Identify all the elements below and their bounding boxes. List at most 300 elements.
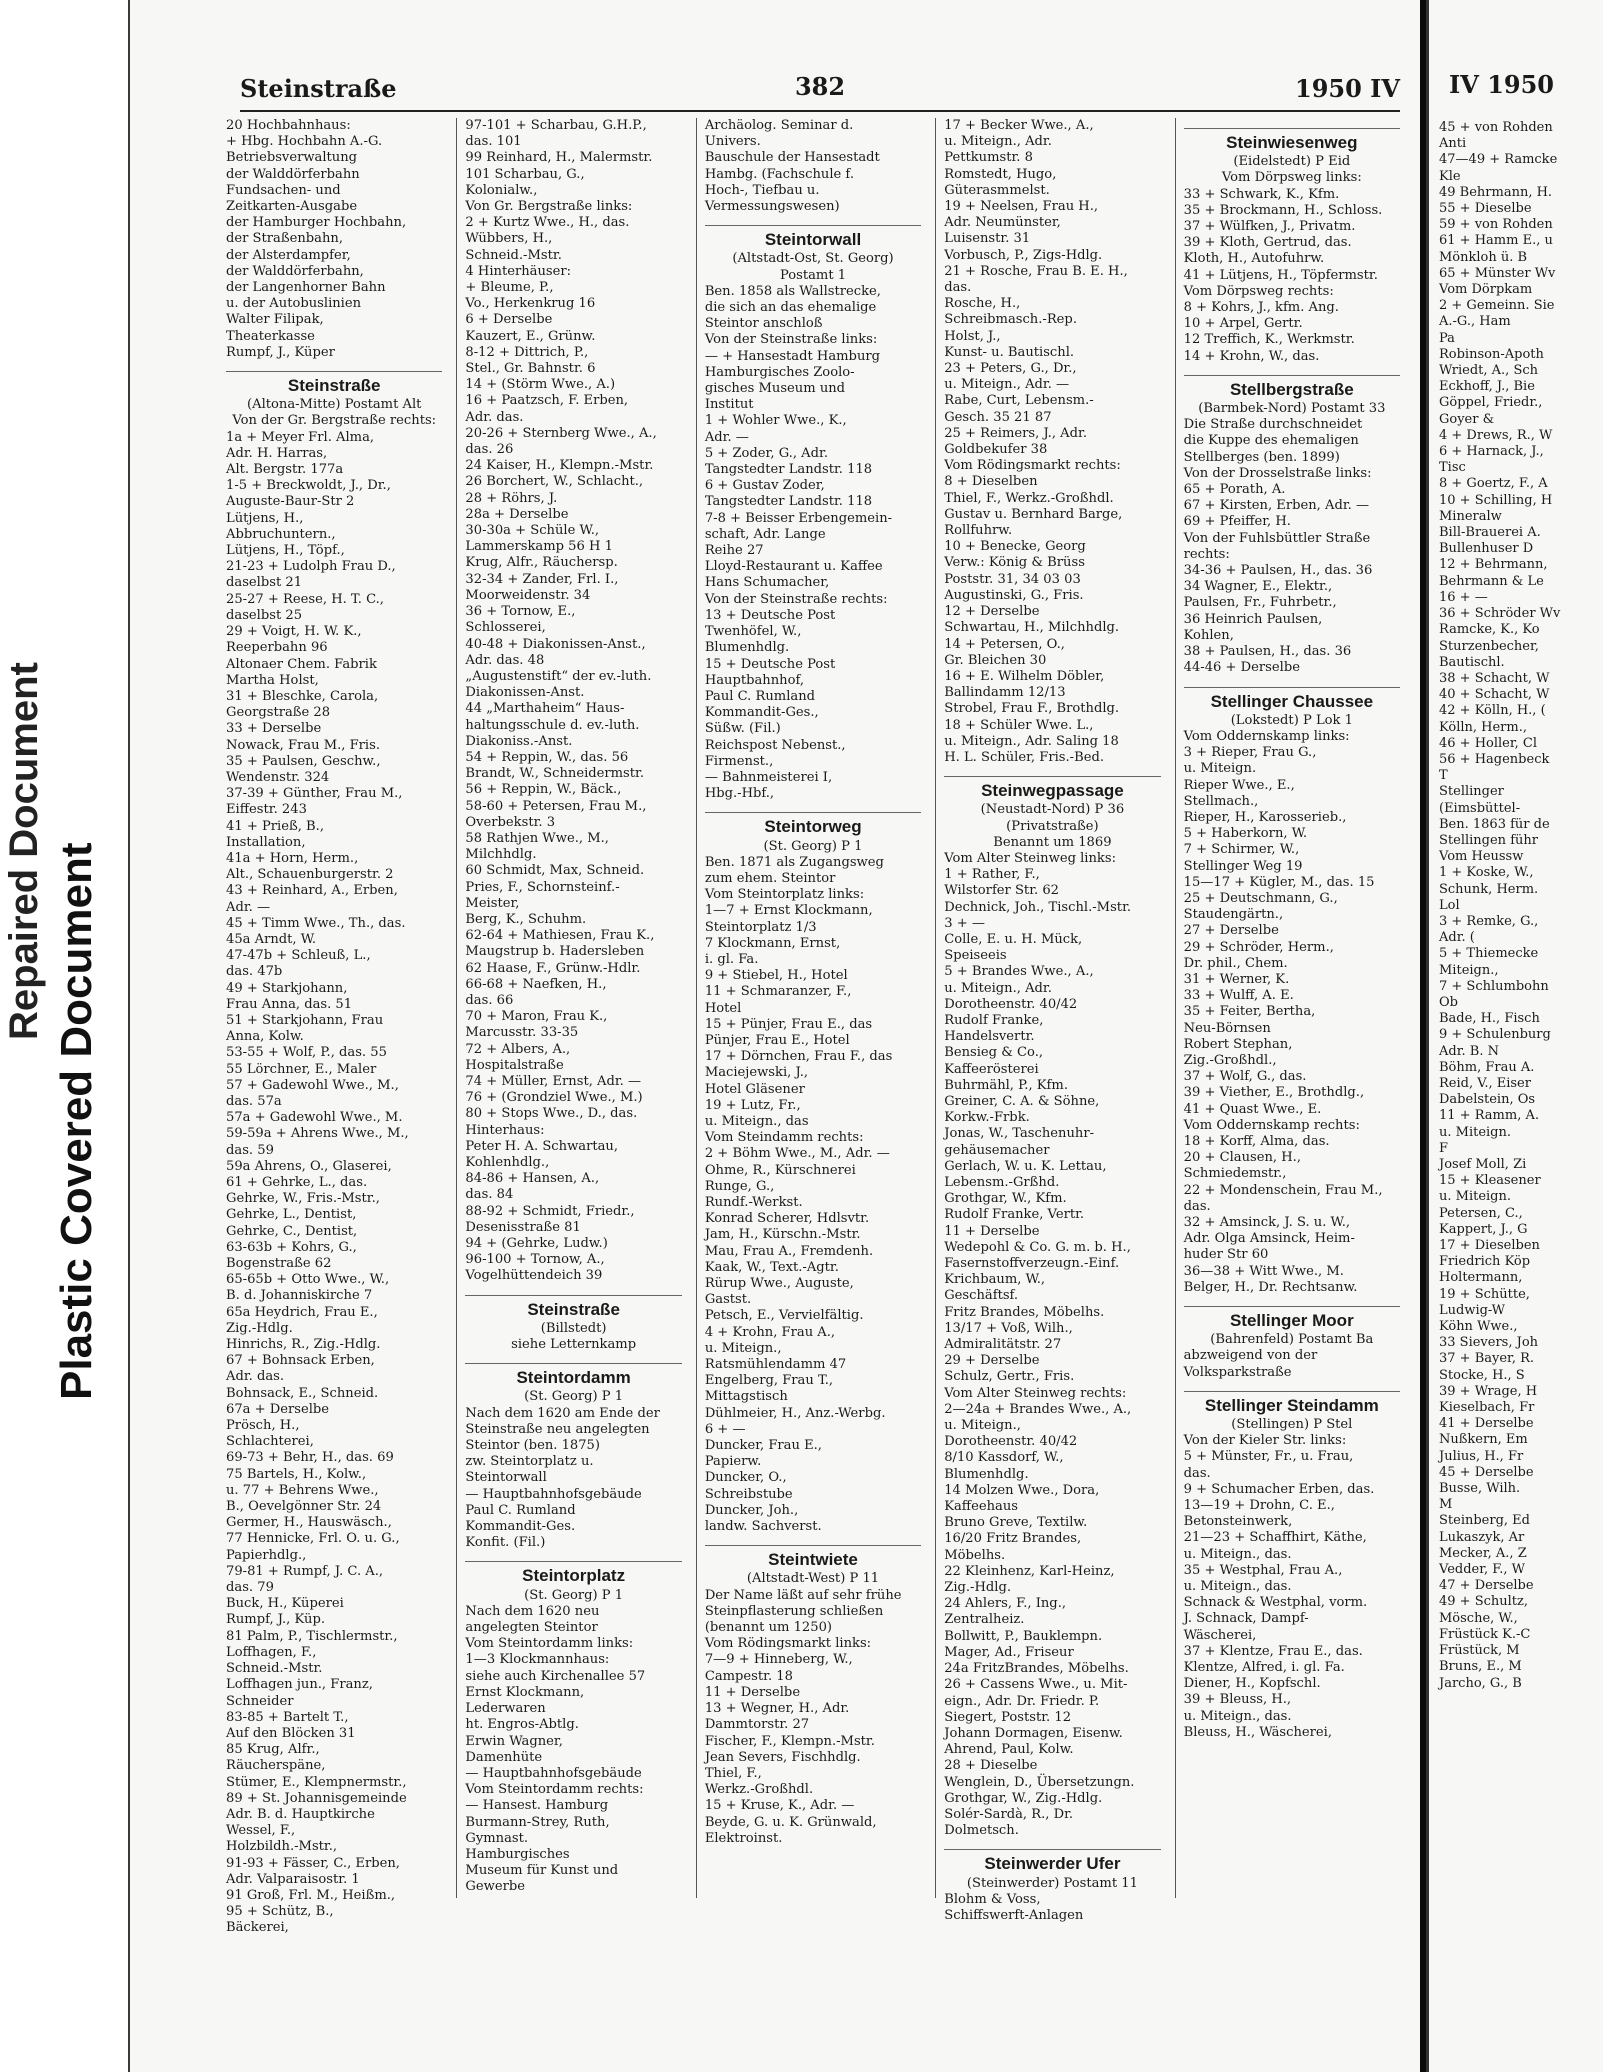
entry-line: Theaterkasse [226,328,315,344]
entry-line: Schneid.-Mstr. [465,247,562,263]
entry-line: Strobel, Frau F., Brothdlg. [944,701,1120,717]
entry-line: Lütjens, H., Töpf., [226,543,345,559]
entry-line: 80 + Stops Wwe., D., das. [465,1106,638,1122]
right-page-line: 47—49 + Ramcke [1439,152,1558,168]
entry-line: Dechnick, Joh., Tischl.-Mstr. [944,899,1132,915]
entry-line: das. [1183,1465,1211,1481]
entry-line: 18 + Korff, Alma, das. [1183,1133,1330,1149]
street-heading: Steintorplatz [465,1561,681,1584]
entry-line: u. Miteign., Adr. Saling 18 [944,733,1119,749]
column-3 [696,118,921,1898]
street-meta: siehe Letternkamp [511,1337,637,1353]
entry-line: Rabe, Curt, Lebensm.- [944,393,1094,409]
entry-line: Schmiedemstr., [1183,1166,1287,1182]
entry-line: 74 + Müller, Ernst, Adr. — [465,1073,642,1089]
right-page-lines [1439,120,1609,1692]
right-page-line: M [1439,1497,1453,1513]
entry-line: Von der Steinstraße links: [704,332,878,348]
entry-line: 69-73 + Behr, H., das. 69 [226,1450,394,1466]
right-page-line: 49 Behrmann, H. [1439,184,1553,200]
entry-line: 95 + Schütz, B., [226,1904,334,1920]
entry-line: 39 + Viether, E., Brothdlg., [1183,1085,1365,1101]
entry-line: 53-55 + Wolf, P., das. 55 [226,1045,387,1061]
right-page-line: Dabelstein, Os [1439,1092,1536,1108]
right-page-line: Mönkloh ü. B [1439,249,1528,265]
right-page-line: 37 + Bayer, R. [1439,1351,1535,1367]
entry-line: Bollwitt, P., Bauklempn. [944,1628,1103,1644]
right-page-line: Behrmann & Le [1439,573,1544,589]
entry-line: Holst, J., [944,328,1001,344]
entry-line: Firmenst., [704,753,774,769]
right-page-line: Ludwig-W [1439,1302,1505,1318]
entry-line: 9 + Schumacher Erben, das. [1183,1481,1375,1497]
entry-line: u. Miteign., Adr. [944,134,1052,150]
entry-line: Lloyd-Restaurant u. Kaffee [704,559,883,575]
entry-line: gisches Museum und [704,381,846,397]
entry-line: Nach dem 1620 neu [465,1603,600,1619]
entry-line: Schneid.-Mstr. [226,1661,323,1677]
entry-line: Steintorplatz 1/3 [704,919,817,935]
right-page-header: IV 1950 [1449,70,1554,99]
entry-line: Rieper Wwe., E., [1183,777,1295,793]
entry-line: Vom Oddernskamp rechts: [1183,1117,1360,1133]
entry-line: Belger, H., Dr. Rechtsanw. [1183,1279,1358,1295]
entry-line: Konfit. (Fil.) [465,1535,546,1551]
right-page-line: Holtermann, [1439,1270,1523,1286]
right-page-line: 9 + Schulenburg [1439,1027,1551,1043]
right-page-line: 40 + Schacht, W [1439,687,1550,703]
entry-line: Georgstraße 28 [226,705,331,721]
entry-line: 5 + Zoder, G., Adr. [704,445,828,461]
page-number: 382 [794,72,846,101]
right-page-line: F [1439,1140,1449,1156]
entry-line: Beyde, G. u. K. Grünwald, [704,1814,877,1830]
entry-line: Johann Dormagen, Eisenw. [944,1725,1123,1741]
entry-line: rechts: [1183,546,1230,562]
entry-line: 18 + Schüler Wwe. L., [944,717,1094,733]
entry-line: Vermessungswesen) [704,199,840,215]
street-heading: Steintorweg [705,812,921,835]
entry-line: u. 77 + Behrens Wwe., [226,1482,379,1498]
entry-line: 26 + Cassens Wwe., u. Mit- [944,1677,1128,1693]
right-page-line: Mösche, W., [1439,1610,1518,1626]
right-page-line: Vom Dörpkam [1439,282,1533,298]
entry-line: Maciejewski, J., [704,1065,809,1081]
right-page-line: 39 + Wrage, H [1439,1383,1538,1399]
entry-line: 2—24a + Brandes Wwe., A., [944,1401,1132,1417]
entry-line: siehe auch Kirchenallee 57 [465,1668,646,1684]
entry-line: Bäckerei, [226,1920,289,1936]
entry-line: der Walddörferbahn, [226,263,364,279]
entry-line: angelegten Steintor [465,1620,598,1636]
entry-line: 20 Hochbahnhaus: [226,118,351,133]
entry-line: 10 + Benecke, Georg [944,539,1086,555]
entry-line: Rosche, H., [944,296,1021,312]
entry-line: 43 + Reinhard, A., Erben, [226,883,398,899]
entry-line: Gustav u. Bernhard Barge, [944,506,1123,522]
street-meta: (St. Georg) P 1 [763,838,863,854]
entry-line: Hambg. (Fachschule f. [704,166,854,182]
entry-line: Nowack, Frau M., Fris. [226,737,380,753]
right-page-line: Bade, H., Fisch [1439,1011,1540,1027]
right-page-line: 17 + Dieselben [1439,1238,1540,1254]
entry-line: 29 + Schröder, Herm., [1183,939,1334,955]
right-page-line: Stellinger [1439,784,1504,800]
entry-line: Speiseeis [944,948,1007,964]
entry-line: Kaak, W., Text.-Agtr. [704,1259,839,1275]
entry-line: Schwartau, H., Milchhdlg. [944,620,1120,636]
entry-line: Institut [704,397,754,413]
entry-line: 91 Groß, Frl. M., Heißm., [226,1887,396,1903]
entry-line: Twenhöfel, W., [704,624,802,640]
sidebar-label-repaired: Repaired Document [2,662,46,1040]
entry-line: Wilstorfer Str. 62 [944,883,1059,899]
entry-line: Zentralheiz. [944,1612,1025,1628]
entry-line: Vo., Herkenkrug 16 [465,296,596,312]
entry-line: Zig.-Hdlg. [226,1320,293,1336]
entry-line: Stümer, E., Klempnermstr., [226,1774,407,1790]
right-page-line: 61 + Hamm E., u [1439,233,1553,249]
entry-line: 44 „Marthaheim“ Haus- [465,701,625,717]
entry-line: 34 Wagner, E., Elektr., [1183,579,1333,595]
right-page-line: Julius, H., Fr [1439,1448,1524,1464]
entry-line: Vom Steintorplatz links: [704,887,865,903]
entry-line: 13/17 + Voß, Wilh., [944,1320,1073,1336]
entry-line: — + Hansestadt Hamburg [704,348,881,364]
entry-line: Adr. H. Harras, [226,445,328,461]
entry-line: Neu-Börnsen [1183,1020,1271,1036]
entry-line: 39 + Kloth, Gertrud, das. [1183,235,1352,251]
entry-line: 33 + Derselbe [226,721,322,737]
directory-page [130,0,1422,2072]
entry-line: Süßw. (Fil.) [704,721,781,737]
right-page-line: Bautischl. [1439,654,1505,670]
entry-line: Hinterhaus: [465,1122,545,1138]
entry-line: Paulsen, Fr., Fuhrbetr., [1183,595,1337,611]
entry-line: 13 + Wegner, H., Adr. [704,1701,850,1717]
entry-line: 1a + Meyer Frl. Alma, [226,429,375,445]
entry-line: Duncker, O., [704,1470,787,1486]
entry-line: das. [944,280,972,296]
entry-line: Eiffestr. 243 [226,802,307,818]
right-page-line: 42 + Kölln, H., ( [1439,703,1546,719]
entry-line: 56 + Reppin, W., Bäck., [465,782,622,798]
entry-line: Möbelhs. [944,1547,1006,1563]
entry-line: der Hamburger Hochbahn, [226,215,407,231]
right-page-line: 36 + Schröder Wv [1439,606,1561,622]
street-meta: (Altstadt-West) P 11 [746,1571,880,1587]
entry-line: 15 + Deutsche Post [704,656,836,672]
entry-line: 17 + Dörnchen, Frau F., das [704,1049,893,1065]
entry-line: Erwin Wagner, [465,1733,563,1749]
entry-line: u. Miteign. [1183,761,1257,777]
right-page-line: Bill-Brauerei A. [1439,525,1541,541]
street-heading: Steintordamm [465,1363,681,1386]
entry-line: 2 + Böhm Wwe., M., Adr. — [704,1146,890,1162]
entry-line: 67 + Kirsten, Erben, Adr. — [1183,498,1370,514]
entry-line: Wenglein, D., Übersetzungn. [944,1774,1135,1790]
entry-line: Duncker, Joh., [704,1502,799,1518]
entry-line: Pettkumstr. 8 [944,150,1033,166]
entry-line: 11 + Derselbe [704,1684,801,1700]
entry-line: „Augustenstift“ der ev.-luth. [465,668,652,684]
entry-line: 99 Reinhard, H., Malermstr. [465,150,653,166]
right-page-line: 56 + Hagenbeck [1439,751,1550,767]
right-page-line: Jarcho, G., B [1439,1675,1522,1691]
entry-line: Schreibstube [704,1486,793,1502]
entry-line: 37 + Wolf, G., das. [1183,1069,1307,1085]
entry-line: Schlachterei, [226,1434,314,1450]
right-page-fragment [1426,0,1603,2072]
entry-line: Adr. — [226,899,271,915]
right-page-line: 49 + Schultz, [1439,1594,1528,1610]
street-meta: (Steinwerder) Postamt 11 [966,1875,1138,1891]
right-page-line: Adr. ( [1439,930,1475,946]
entry-line: Dühlmeier, H., Anz.-Werbg. [704,1405,886,1421]
column-2 [456,118,681,1898]
entry-line: Schnack & Westphal, vorm. [1183,1595,1368,1611]
entry-line: 6 + Derselbe [465,312,553,328]
entry-line: 41 + Quast Wwe., E. [1183,1101,1322,1117]
entry-line: 85 Krug, Alfr., [226,1742,320,1758]
right-page-line: Goyer & [1439,411,1495,427]
entry-line: Betonsteinwerk, [1183,1514,1293,1530]
street-meta: (Altstadt-Ost, St. Georg) [732,251,894,267]
entry-line: Dorotheenstr. 40/42 [944,1434,1078,1450]
right-page-line: 7 + Schlumbohn [1439,978,1549,994]
entry-line: Stellmach., [1183,793,1259,809]
entry-line: Hbg.-Hbf., [704,786,775,802]
entry-line: 33 + Schwark, K., Kfm. [1183,186,1340,202]
entry-line: Staudengärtn., [1183,907,1284,923]
entry-line: 7 Klockmann, Ernst, [704,935,841,951]
right-page-line: Robinson-Apoth [1439,346,1544,362]
entry-line: 24 Kaiser, H., Klempn.-Mstr. [465,458,654,474]
entry-line: Thiel, F., Werkz.-Großhdl. [944,490,1114,506]
entry-line: Schlosserei, [465,620,546,636]
entry-line: 65-65b + Otto Wwe., W., [226,1272,390,1288]
street-meta: Von der Gr. Bergstraße rechts: [232,413,437,429]
entry-line: Steinstraße neu angelegten [465,1421,650,1437]
entry-line: Hoch-, Tiefbau u. [704,182,820,198]
entry-line: 28 + Röhrs, J. [465,490,558,506]
entry-line: Gerlach, W. u. K. Lettau, [944,1158,1107,1174]
entry-line: 5 + Haberkorn, W. [1183,826,1308,842]
entry-line: u. Miteign., Adr. — [944,377,1070,393]
right-page-line: 45 + Derselbe [1439,1464,1534,1480]
entry-line: 60 Schmidt, Max, Schneid. [465,863,645,879]
entry-line: i. gl. Fa. [704,951,759,967]
street-meta: (Stellingen) P Stel [1231,1417,1353,1433]
right-page-line: Mecker, A., Z [1439,1545,1527,1561]
entry-line: 89 + St. Johannisgemeinde [226,1790,407,1806]
entry-line: 28 + Dieselbe [944,1758,1038,1774]
entry-line: Gymnast. [465,1830,529,1846]
entry-line: u. Miteign., das. [1183,1546,1292,1562]
right-page-line: 55 + Dieselbe [1439,201,1532,217]
entry-line: 14 + (Störm Wwe., A.) [465,377,616,393]
entry-line: Goldbekufer 38 [944,442,1048,458]
entry-line: 70 + Maron, Frau K., [465,1009,608,1025]
entry-line: 7—9 + Hinneberg, W., [704,1652,853,1668]
entry-line: Adr. das. [226,1369,285,1385]
right-page-line: 12 + Behrmann, [1439,557,1548,573]
entry-line: Petsch, E., Vervielfältig. [704,1308,864,1324]
right-page-line: 38 + Schacht, W [1439,670,1550,686]
entry-line: Vom Oddernskamp links: [1183,728,1350,744]
entry-line: Adr. — [704,429,749,445]
entry-line: Ratsmühlendamm 47 [704,1357,847,1373]
entry-line: H. L. Schüler, Fris.-Bed. [944,749,1104,765]
entry-line: Anna, Kolw. [226,1029,304,1045]
street-meta: (Altona-Mitte) Postamt Alt [247,397,422,413]
entry-line: 49 + Starkjohann, [226,980,348,996]
entry-line: 4 + Krohn, Frau A., [704,1324,836,1340]
entry-line: u. der Autobuslinien [226,296,362,312]
entry-line: 94 + (Gehrke, Ludw.) [465,1236,608,1252]
entry-line: das. 79 [226,1580,274,1596]
entry-line: 77 Hennicke, Frl. O. u. G., [226,1531,400,1547]
entry-line: Volksparkstraße [1183,1364,1292,1380]
entry-line: Martha Holst, [226,672,319,688]
entry-line: 14 + Krohn, W., das. [1183,348,1320,364]
entry-line: 21-23 + Ludolph Frau D., [226,559,396,575]
entry-line: 1—7 + Ernst Klockmann, [704,903,873,919]
header-left: Steinstraße [240,74,397,103]
entry-line: Der Name läßt auf sehr frühe [704,1587,902,1603]
entry-line: Von der Drosselstraße links: [1183,465,1372,481]
entry-line: Bensieg & Co., [944,1045,1044,1061]
entry-line: Mau, Frau A., Fremdenh. [704,1243,874,1259]
entry-line: 57 + Gadewohl Wwe., M., [226,1077,399,1093]
entry-line: 3 + Rieper, Frau G., [1183,745,1317,761]
right-page-line: Miteign., [1439,962,1499,978]
street-meta: Benannt um 1869 [993,834,1112,850]
street-meta: (Bahrenfeld) Postamt Ba [1210,1332,1374,1348]
street-heading: Steintwiete [705,1545,921,1568]
entry-line: 1 + Rather, F., [944,867,1040,883]
entry-line: Abbruchuntern., [226,526,336,542]
entry-line: Papierw. [704,1454,762,1470]
entry-line: Tangstedter Landstr. 118 [704,462,873,478]
entry-line: 35 + Feiter, Bertha, [1183,1004,1316,1020]
right-page-line: 59 + von Rohden [1439,217,1553,233]
entry-line: Vom Rödingsmarkt links: [704,1636,872,1652]
entry-line: Damenhüte [465,1749,543,1765]
right-page-line: 11 + Ramm, A. [1439,1108,1539,1124]
entry-line: 31 + Bleschke, Carola, [226,688,379,704]
right-page-line: Reid, V., Eiser [1439,1075,1531,1091]
right-page-line: Petersen, C., [1439,1205,1523,1221]
right-page-line: Kle [1439,168,1461,184]
entry-line: 41 + Lütjens, H., Töpfermstr. [1183,267,1378,283]
entry-line: 15 + Pünjer, Frau E., das [704,1016,873,1032]
entry-line: 59-59a + Ahrens Wwe., M., [226,1126,409,1142]
entry-line: Vogelhüttendeich 39 [465,1268,603,1284]
entry-line: 55 Lörchner, E., Maler [226,1061,377,1077]
entry-line: 36—38 + Witt Wwe., M. [1183,1263,1344,1279]
entry-line: Nach dem 1620 am Ende der [465,1405,660,1421]
right-page-line: 45 + von Rohden [1439,120,1553,135]
entry-line: die Kuppe des ehemaligen [1183,433,1359,449]
entry-line: Alt. Bergstr. 177a [226,462,344,478]
entry-line: Kohlen, [1183,627,1234,643]
entry-line: Vom Alter Steinweg rechts: [944,1385,1127,1401]
entry-line: Vom Steindamm rechts: [704,1130,864,1146]
entry-line: Bohnsack, E., Schneid. [226,1385,379,1401]
street-heading: Steinwerder Ufer [944,1849,1160,1872]
entry-line: Blumenhdlg. [944,1466,1029,1482]
entry-line: Krichbaum, W., [944,1272,1046,1288]
entry-line: Stellinger Weg 19 [1183,858,1303,874]
entry-line: zw. Steintorplatz u. [465,1454,594,1470]
entry-line: Moorweidenstr. 34 [465,587,591,603]
columns-container [226,118,1414,1936]
entry-line: + Hbg. Hochbahn A.-G. [226,134,383,150]
entry-line: Bleuss, H., Wäscherei, [1183,1724,1333,1740]
right-page-line: Vedder, F., W [1439,1562,1526,1578]
entry-line: Fritz Brandes, Möbelhs. [944,1304,1105,1320]
entry-line: Wendenstr. 324 [226,769,330,785]
entry-line: Runge, G., [704,1178,775,1194]
entry-line: 75 Bartels, H., Kolw., [226,1466,367,1482]
entry-line: Hotel [704,1000,742,1016]
right-page-line: u. Miteign. [1439,1189,1512,1205]
right-page-line: 33 Sievers, Joh [1439,1335,1539,1351]
entry-line: Kaffeerösterei [944,1061,1039,1077]
entry-line: Zig.-Großhdl., [1183,1052,1277,1068]
entry-line: Buck, H., Küperei [226,1596,344,1612]
entry-line: Romstedt, Hugo, [944,166,1057,182]
entry-line: 1-5 + Breckwoldt, J., Dr., [226,478,391,494]
right-page-line: Adr. B. N [1439,1043,1499,1059]
entry-line: 16 + E. Wilhelm Döbler, [944,668,1105,684]
entry-line: Marcusstr. 33-35 [465,1025,579,1041]
entry-line: Vorbusch, P., Zigs-Hdlg. [944,247,1103,263]
entry-line: huder Str 60 [1183,1247,1269,1263]
right-page-line: Friedrich Köp [1439,1254,1531,1270]
entry-line: Handelsvertr. [944,1029,1035,1045]
entry-line: 25 + Reimers, J., Adr. [944,425,1087,441]
entry-line: 5 + Münster, Fr., u. Frau, [1183,1449,1354,1465]
entry-line: das. 47b [226,964,283,980]
entry-line: 84-86 + Hansen, A., [465,1171,600,1187]
entry-line: Reeperbahn 96 [226,640,328,656]
entry-line: Grothgar, W., Zig.-Hdlg. [944,1790,1103,1806]
entry-line: 37 + Wülfken, J., Privatm. [1183,219,1356,235]
entry-line: 32 + Amsinck, J. S. u. W., [1183,1215,1351,1230]
entry-line: Adr. Neumünster, [944,215,1061,231]
entry-line: 19 + Neelsen, Frau H., [944,199,1099,215]
entry-line: Jonas, W., Taschenuhr- [944,1126,1095,1142]
entry-line: u. Miteign., das [704,1113,809,1129]
entry-line: das. 84 [465,1187,514,1203]
entry-line: B. d. Johanniskirche 7 [226,1288,373,1304]
entry-line: Walter Filipak, [226,312,324,328]
right-page-line: Pa [1439,330,1455,346]
entry-line: Diener, H., Kopfschl. [1183,1676,1321,1692]
entry-line: Ernst Klockmann, [465,1684,585,1700]
entry-line: Papierhdlg., [226,1547,307,1563]
entry-line: Steinpflasterung schließen [704,1603,884,1619]
entry-line: Auguste-Baur-Str 2 [226,494,355,510]
entry-line: Loffhagen, F., [226,1644,317,1660]
entry-line: der Langenhorner Bahn [226,280,386,296]
right-page-line: Eckhoff, J., Bie [1439,379,1535,395]
right-page-line: 19 + Schütte, [1439,1286,1530,1302]
entry-line: Hamburgisches [465,1846,570,1862]
entry-line: 65 + Porath, A. [1183,482,1286,498]
